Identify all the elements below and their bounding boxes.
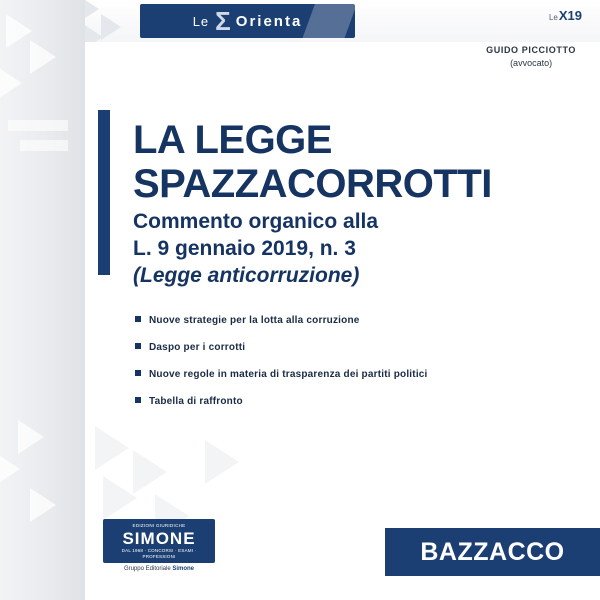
list-item [135,315,565,326]
series-code-number: 19 [567,8,582,23]
publisher-group-prefix: Gruppo Editoriale [123,566,171,572]
arrow-icon [30,488,56,522]
page-subtitle [133,208,573,289]
arrow-icon [6,14,32,48]
arrow-icon [0,452,20,486]
sigma-icon: Σ [215,6,232,36]
list-item-label: Tabella di raffronto [149,396,243,407]
author-name: GUIDO PICCIOTTO [486,45,576,55]
decorative-bar [8,120,68,131]
publisher-group-name: Simone [172,566,195,572]
series-logo [140,4,355,38]
arrow-icon [0,66,22,100]
list-item [135,396,565,407]
square-bullet-icon [135,397,141,403]
publisher-top-line: EDIZIONI GIURIDICHE [132,523,186,528]
list-item [135,342,565,353]
arrow-icon [18,420,44,454]
series-code-prefix: Le [548,13,558,22]
arrow-icon [95,426,129,470]
subtitle-line-1: Commento organico alla [133,210,379,233]
subtitle-line-3: (Legge anticorruzione) [133,264,360,287]
title-line-1: LA LEGGE [133,118,332,162]
arrow-icon [85,0,99,22]
bottom-banner [385,528,600,576]
arrow-icon [205,440,239,484]
arrow-icon [133,450,167,494]
series-code-mark: X [558,8,568,23]
page-title [133,118,573,206]
arrow-icon [101,14,121,40]
square-bullet-icon [135,343,141,349]
publisher-logo [103,519,215,572]
arrow-icon [103,476,137,520]
series-logo-name: Orienta [235,12,303,30]
decorative-bar [20,140,68,151]
series-code [549,8,582,23]
left-decorative-band [0,0,86,600]
publisher-group [103,566,215,572]
series-logo-prefix: Le [192,13,210,29]
list-item [135,369,565,380]
cover-content [85,0,600,600]
publisher-logo-box [103,519,215,563]
feature-list [135,315,565,423]
author-block [486,45,576,68]
square-bullet-icon [135,316,141,322]
bottom-banner-label: BAZZACCO [420,537,565,566]
author-role: (avvocato) [510,58,553,68]
arrow-icon [30,40,56,74]
publisher-bottom-line: DAL 1968 · CONCORSI · ESAMI · PROFESSIONI [121,548,197,559]
list-item-label: Daspo per i corrotti [149,342,246,353]
arrow-icon [85,24,103,42]
cover-header [85,0,600,42]
square-bullet-icon [135,370,141,376]
title-accent-bar [98,110,110,275]
list-item-label: Nuove strategie per la lotta alla corruzione [149,315,360,326]
publisher-name: SIMONE [122,529,196,548]
list-item-label: Nuove regole in materia di trasparenza dei partiti politici [149,369,428,380]
title-line-2: SPAZZACORROTTI [133,162,492,206]
subtitle-line-2: L. 9 gennaio 2019, n. 3 [133,237,356,260]
logo-slash-decoration [301,4,357,42]
